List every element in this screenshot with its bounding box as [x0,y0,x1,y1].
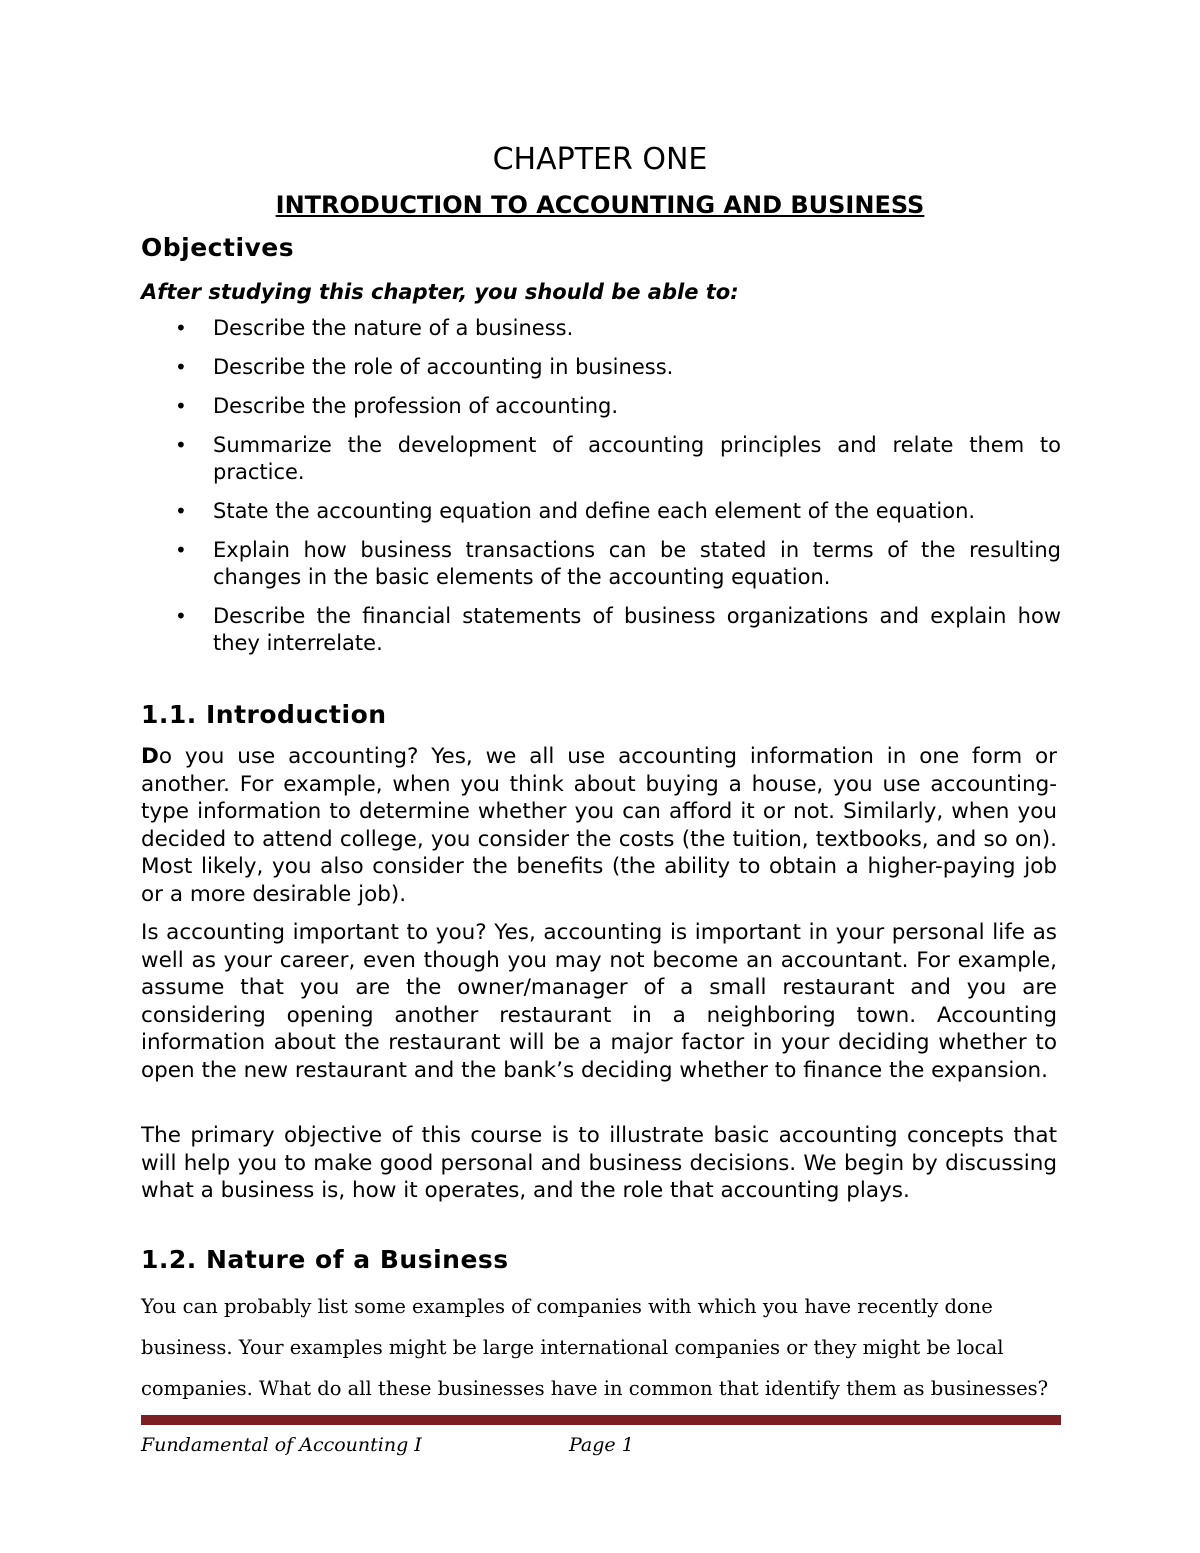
objective-text: Describe the profession of accounting. [213,394,619,418]
bullet-icon: • [175,538,187,562]
introduction-heading: 1.1. Introduction [141,700,387,729]
chapter-subtitle: INTRODUCTION TO ACCOUNTING AND BUSINESS [275,191,925,219]
footer-rule [141,1415,1061,1425]
footer-course-title: Fundamental of Accounting I [141,1434,422,1456]
paragraph-initial-letter: D [141,744,159,769]
bullet-icon: • [175,433,187,457]
objectives-lead-in: After studying this chapter, you should be able to: [141,280,739,304]
objective-item [141,354,1061,381]
objective-text: State the accounting equation and define each element of the equation. [213,499,976,523]
bullet-icon: • [175,316,187,340]
objective-item [141,537,1061,591]
objectives-list [141,315,1061,669]
objective-item [141,432,1061,486]
bullet-icon: • [175,394,187,418]
objectives-heading: Objectives [141,233,295,262]
bullet-icon: • [175,604,187,628]
objective-text: Describe the nature of a business. [213,316,574,340]
objective-text: Explain how business transactions can be stated in terms of the resulting changes in the basic elements of the accounting equation. [213,538,1061,589]
introduction-paragraph-2: Is accounting important to you? Yes, accounting is important in your personal life as well as your career, even though you may not become an accountant. For example, assume that you are the owner/manager of a small restaurant and you are considering opening another restaurant in a neighboring town. Accounting information about the restaurant will be a major factor in your deciding whether to open the new restaurant and the bank’s deciding whether to finance the expansion. [141,920,1057,1083]
nature-heading: 1.2. Nature of a Business [141,1245,509,1274]
introduction-paragraph-1 [141,743,1057,908]
objective-text: Describe the financial statements of business organizations and explain how they interrelate. [213,604,1061,655]
nature-paragraph: You can probably list some examples of companies with which you have recently done business. Your examples might be large international companies or they might be local companies. What do all these businesses have in common that identify them as businesses? [141,1295,1049,1400]
footer-page-number: Page 1 [569,1434,634,1456]
introduction-paragraph-3: The primary objective of this course is to illustrate basic accounting concepts that will help you to make good personal and business decisions. We begin by discussing what a business is, how it operates, and the role that accounting plays. [141,1123,1057,1203]
bullet-icon: • [175,355,187,379]
objective-item [141,498,1061,525]
objective-text: Summarize the development of accounting principles and relate them to practice. [213,433,1061,484]
objective-item [141,603,1061,657]
objective-text: Describe the role of accounting in business. [213,355,674,379]
bullet-icon: • [175,499,187,523]
chapter-title: CHAPTER ONE [492,142,708,177]
objective-item [141,393,1061,420]
objective-item [141,315,1061,342]
paragraph-text: o you use accounting? Yes, we all use accounting information in one form or another. For example, when you think about buying a house, you use accounting-type information to determine whether you can afford it or not. Similarly, when you decided to attend college, you consider the costs (the tuition, textbooks, and so on). Most likely, you also consider the benefits (the ability to obtain a higher-paying job or a more desirable job). [141,744,1057,907]
